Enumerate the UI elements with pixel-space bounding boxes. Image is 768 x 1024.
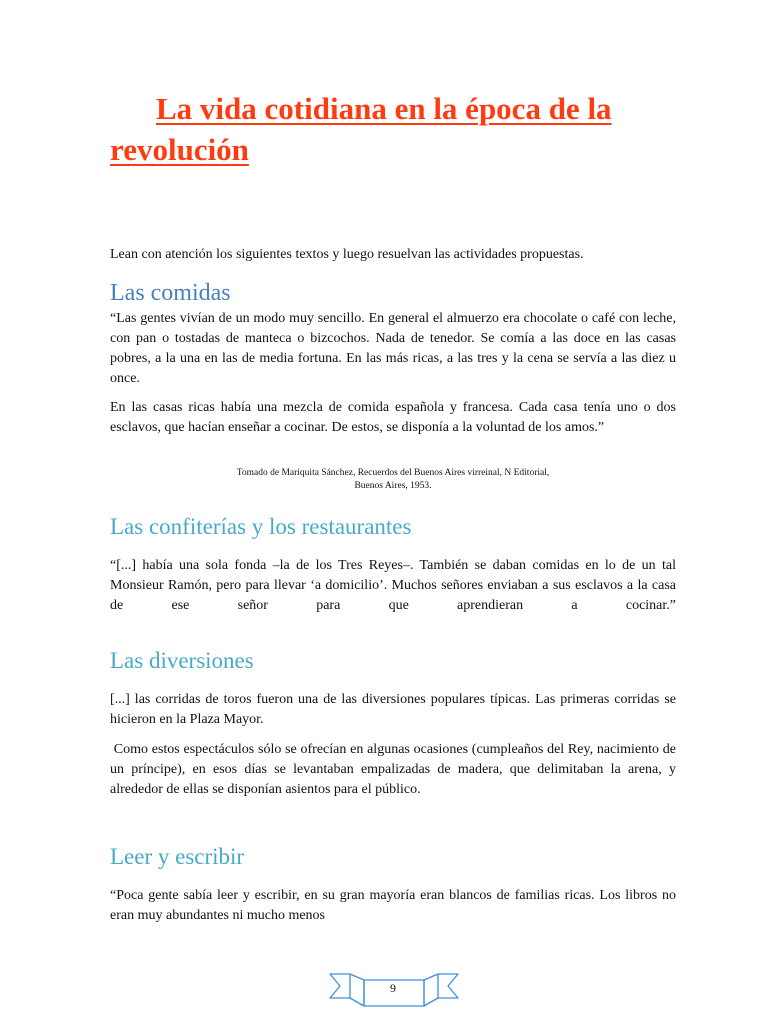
section-heading-leer: Leer y escribir [110,844,245,869]
section-heading-diversiones: Las diversiones [110,648,254,673]
citation [110,467,676,493]
paragraph-comidas-1: “Las gentes vivían de un modo muy sencillo. En general el almuerzo era chocolate o café con leche, con pan o tostadas de manteca o bizcochos. Nada de tenedor. Se comía a las doce en las casas pobres, a la una en las de media fortuna. En las más ricas, a las tres y la cena se servía a las diez u once. [110,311,676,386]
paragraph-diversiones-2: Como estos espectáculos sólo se ofrecían en algunas ocasiones (cumpleaños del Rey, nacimiento de un príncipe), en esos días se levantaban empalizadas de madera, que delimitaban la arena, y alrededor de ellas se disponían asientos para el público. [110,742,680,797]
citation-line-2: Buenos Aires, 1953. [354,481,432,491]
paragraph-diversiones-1: [...] las corridas de toros fueron una de las diversiones populares típicas. Las primeras corridas se hicieron en la Plaza Mayor. [110,692,676,727]
section-heading-comidas: Las comidas [110,280,231,306]
citation-line-1: Tomado de Mariquita Sánchez, Recuerdos del Buenos Aires virreinal, N Editorial, [236,468,550,478]
page-title: La vida cotidiana en la época de la revolución [110,91,612,167]
paragraph-comidas-2: En las casas ricas había una mezcla de comida española y francesa. Cada casa tenía uno o dos esclavos, que hacían enseñar a cocinar. De estos, se disponía a la voluntad de los amos.” [110,400,676,435]
section-heading-confiterias: Las confiterías y los restaurantes [110,514,412,539]
paragraph-leer-1: “Poca gente sabía leer y escribir, en su gran mayoría eran blancos de familias ricas. Los libros no eran muy abundantes ni mucho menos [110,888,676,923]
page-number: 9 [390,981,396,995]
intro-text: Lean con atención los siguientes textos y luego resuelvan las actividades propuestas. [110,247,584,262]
paragraph-confiterias-1: “[...] había una sola fonda –la de los Tres Reyes–. También se daban comidas en lo de un tal Monsieur Ramón, pero para llevar ‘a domicilio’. Muchos señores enviaban a sus esclavos a la casa de ese señor para que aprendieran a cocinar.” [110,558,676,613]
